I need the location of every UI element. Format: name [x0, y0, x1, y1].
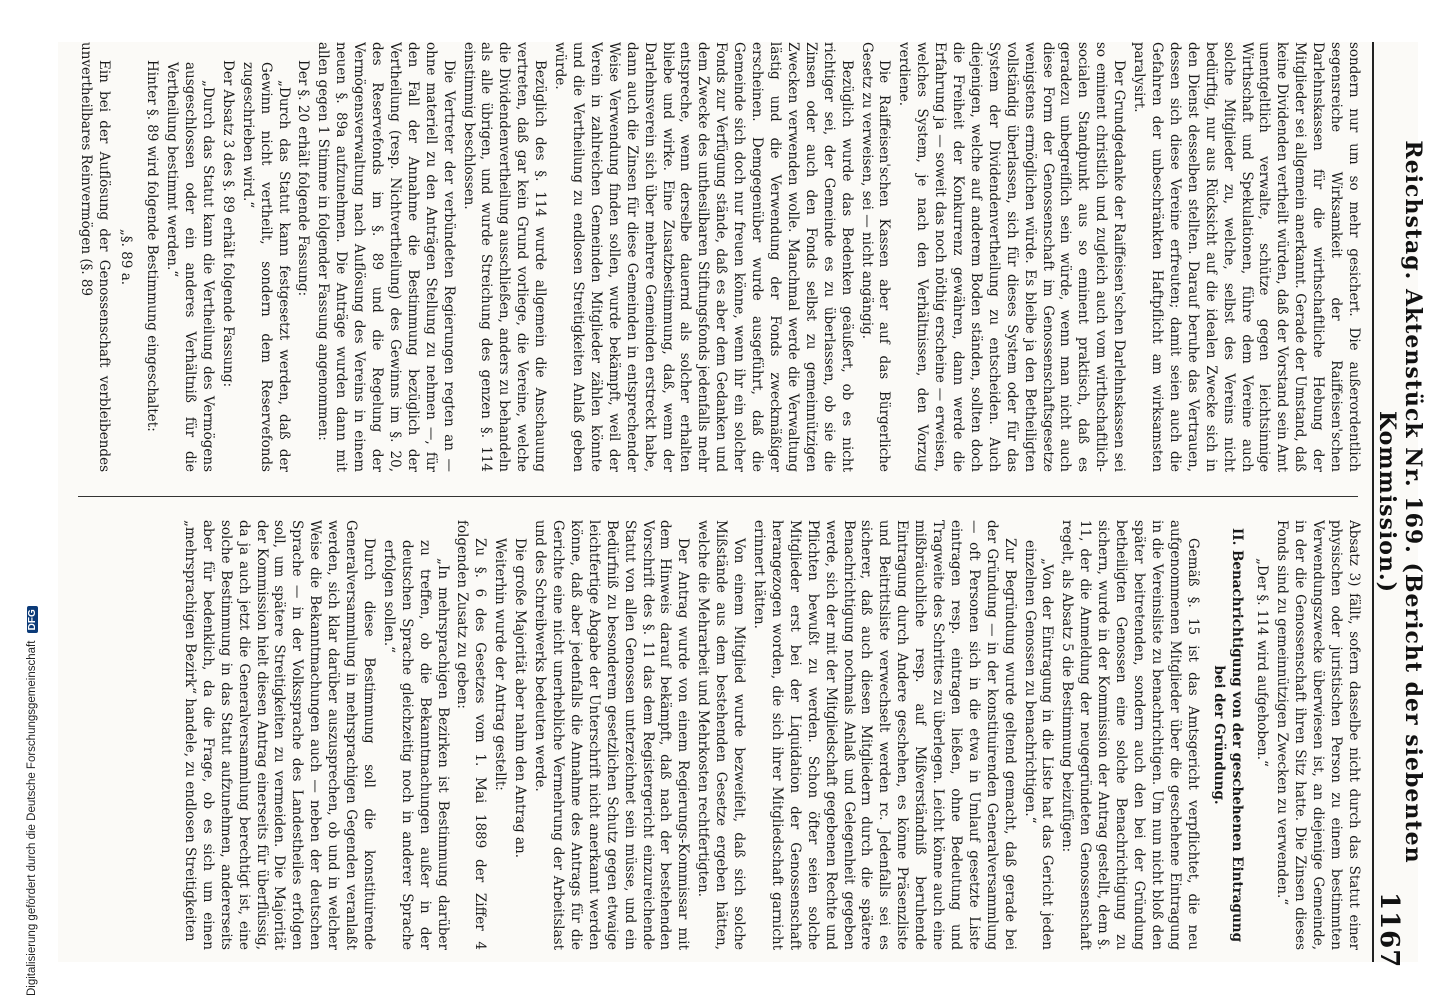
- paragraph: Hinter §. 89 wird folgende Bestimmung eingeschaltet:: [144, 60, 161, 432]
- page-title: Reichstag. Aktenstück Nr. 169. (Bericht der siebenten Kommission.): [1374, 140, 1426, 864]
- section-number: „§. 89 a.: [118, 228, 135, 286]
- paragraph: Die große Majorität aber nahm den Antrag an.: [512, 538, 529, 858]
- paragraph: Der Absatz 3 des §. 89 erhält folgende Fassung:: [219, 60, 236, 388]
- rotated-page-content: [58, 42, 1426, 969]
- page-header: [1372, 42, 1426, 969]
- quoted-provision: „Von der Eintragung in die Liste hat das Gericht jeden einzelnen Genossen zu benachrichtigen.“: [1021, 540, 1056, 950]
- paragraph: Die Vertreter der verbündeten Regierungen regten an — ohne materiell zu den Anträgen Stellung zu nehmen —, für den Fall der Annahme die Bestimmung bezüglich der Vertheilung (resp. Nichtvertheilung) des Gewinns im §. 20, des Reservefonds im §. 89 und die Regelung der Vermögensverwaltung nach Auflösung des Vereins in einem neuen §. 89a aufzunehmen. Die Anträge wurden dann mit allen gegen 1 Stimme in folgender Fassung angenommen:: [315, 42, 457, 472]
- paragraph: Ein bei der Auflösung der Genossenschaft verbleibendes unvertheilbares Reinvermögen (§. 89: [78, 42, 113, 472]
- paragraph: Von einem Mitglied wurde bezweifelt, daß sich solche Mißstände aus dem bestehenden Gesetze ergeben hätten, welche die Mehrarbeit und Mehrkosten rechtfertigten.: [695, 520, 748, 950]
- digitization-footer: [4, 0, 38, 1000]
- document-page: [58, 42, 1426, 969]
- quoted-provision: „In mehrsprachigen Bezirken ist Bestimmung darüber zu treffen, ob die Bekanntmachungen außer in der deutschen Sprache gleichzeitig noch in anderer Sprache erfolgen sollen.“: [380, 540, 451, 950]
- paragraph: Weiterhin wurde der Antrag gestellt:: [492, 538, 509, 791]
- left-column: [72, 42, 1362, 472]
- right-column: [72, 520, 1362, 950]
- section-heading: II. Benachrichtigung von der geschehenen Eintragung bei der Gründung.: [1210, 527, 1245, 943]
- paragraph: Bezüglich wurde das Bedenken geäußert, ob es nicht richtiger sei, der Gemeinde es zu überlassen, ob sie die Zinsen oder auch den Fonds selbst zu gemeinnützigen Zwecken verwenden wolle. Manchmal werde die Verwaltung lästig und die Verwendung der Fonds zweckmäßiger erscheinen. Demgegenüber wurde ausgeführt, daß die Gemeinde sich doch nur freuen könne, wenn ihr ein solcher Fonds zur Verfügung stände, daß es aber dem Gedanken und dem Zwecke des unthesilbaren Stiftungsfonds jedenfalls mehr entspreche, wenn derselbe dauernd als solcher erhalten bliebe und wirke. Eine Zusatzbestimmung, daß, wenn der Darlehnsverein sich über mehrere Gemeinden erstreckt habe, dann auch die Zinsen für diese Gemeinden in entsprechender Weise Verwendung finden sollen, wurde bekämpft, weil der Verein in zahlreichen Gemeinden Mitglieder zählen könnte und die Vertheilung zu endlosen Streitigkeiten Anlaß geben würde.: [552, 42, 855, 472]
- page-number: 1167: [1374, 892, 1404, 969]
- paragraph: Der Antrag wurde von einem Regierungs-Kommissar mit dem Hinweis darauf bekämpft, daß nach der bestehenden Vorschrift des §. 11 das dem Registergericht einzureichende Statut von allen Genossen unterzeichnet sein müsse, und ein Bedürfniß zu besonderem gesetzlichen Schutz gegen etwaige leichtfertige Abgabe der Unterschrift nicht anerkannt werden könne, daß aber jedenfalls die Annahme des Antrags für die Gerichte eine nicht unerhebliche Vermehrung der Arbeitslast und des Schreibwerks bedeuten werde.: [532, 520, 692, 950]
- dfg-logo: DFG: [27, 606, 38, 633]
- paragraph: Die Raiffeisen'schen Kassen aber auf das Bürgerliche Gesetz zu verweisen, sei — nicht angängig.: [858, 42, 893, 472]
- paragraph: Zu §. 6 des Gesetzes vom 1. Mai 1889 der Ziffer 4 folgenden Zusatz zu geben:: [454, 520, 489, 950]
- paragraph: Durch diese Bestimmung soll die konstituirende Generalversammlung in mehrsprachigen Gegenden veranlaßt werden, sich klar darüber auszusprechen, ob und in welcher Weise die Bekanntmachungen auch — neben der deutschen Sprache — in der Volkssprache des Landestheiles erfolgen soll, um spätere Streitigkeiten zu vermeiden. Die Majorität der Kommission hielt diesen Antrag einerseits für überflüssig, da ja auch jetzt die Generalversammlung berechtigt ist, eine solche Bestimmung in das Statut aufzunehmen, andererseits aber für bedenklich, da die Frage, ob es sich um einen „mehrsprachigen Bezirk“ handele, zu endlosen Streitigkeiten: [181, 520, 377, 950]
- quoted-provision: „Durch das Statut kann die Vertheilung des Vermögens ausgeschlossen oder ein anderes Verhältniß für die Vertheilung bestimmt werden.“: [164, 62, 216, 472]
- paragraph: Gemäß §. 15 ist das Amtsgericht verpflichtet, die neu aufgenommenen Mitglieder über die geschehene Eintragung in die Vereinsliste zu benachrichtigen. Um nun nicht bloß den später beitretenden, sondern auch den bei der Gründung betheiligten Genossen eine solche Benachrichtigung zu sichern, wurde in der Kommission der Antrag gestellt, dem §. 11, der die Anmeldung der neugegründeten Genossenschaft regelt, als Absatz 5 die Bestimmung beizufügen:: [1059, 520, 1201, 950]
- quoted-provision: „Der §. 114 wird aufgehoben.“: [1254, 558, 1271, 767]
- column-divider: [78, 496, 1358, 497]
- paragraph: Der §. 20 erhält folgende Fassung:: [295, 60, 312, 297]
- paragraph: Der Grundgedanke der Raiffeisen'schen Darlehnskassen sei so eminent christlich und zugleich auch vom wirthschaftlich-socialen Standpunkt aus so eminent praktisch, daß es geradezu unbegreiflich sein würde, wenn man nicht auch diese Form der Genossenschaft im Genossenschaftsgesetze wenigstens ermöglichen würde. Es bleibe ja den Betheiligten vollständig überlassen, sich für dieses System oder für das System der Dividendenvertheilung zu entscheiden. Auch diejenigen, welche auf anderem Boden ständen, sollten doch die Freiheit der Konkurrenz gewähren, dann werde die Erfahrung ja — soweit das noch nöthig erscheine — erweisen, welches System, je nach den Verhältnissen, den Vorzug verdiene.: [896, 42, 1128, 472]
- quoted-provision: „Durch das Statut kann festgesetzt werden, daß der Gewinn nicht vertheilt, sondern dem Reservefonds zugeschrieben wird.“: [239, 62, 292, 472]
- paragraph: Absatz 3) fällt, sofern dasselbe nicht durch das Statut einer physischen oder juristischen Person zu einem bestimmten Verwendungszwecke überwiesen ist, an diejenige Gemeinde, in der die Genossenschaft ihren Sitz hatte. Die Zinsen dieses Fonds sind zu gemeinnützigen Zwecken zu verwenden.“: [1274, 520, 1362, 950]
- paragraph: Bezüglich des §. 114 wurde allgemein die Anschauung vertreten, daß gar kein Grund vorliege, die Vereine, welche die Dividendenvertheilung ausschließen, anders zu behandeln als alle übrigen, und wurde Streichung des genzen §. 114 einstimmig beschlossen.: [460, 42, 549, 472]
- footer-text: Digitalisierung gefördert durch die Deutsche Forschungsgemeinschaft: [26, 640, 38, 996]
- paragraph: sondern nur um so mehr gesichert. Die außerordentlich segensreiche Wirksamkeit der Raiffeisen'schen Darlehnskassen für die wirthschaftliche Hebung der Mitglieder sei allgemein anerkannt. Gerade der Umstand, daß keine Dividenden vertheilt würden, daß der Vorstand sein Amt unentgeltlich verwalte, schütze gegen leichtsinnige Wirthschaft und Spekulationen, führe dem Vereine auch solche Mitglieder zu, welche, selbst des Vereins nicht bedürftig, nur aus Rücksicht auf die idealen Zwecke sich in den Dienst desselben stellten. Darauf beruhe das Vertrauen, dessen sich diese Vereine erfreuten; damit seien auch die Gefahren der unbeschränkten Haftpflicht am wirksamsten paralysirt.: [1131, 42, 1362, 472]
- paragraph: Zur Begründung wurde geltend gemacht, daß gerade bei der Gründung — in der konstituirenden Generalversammlung — oft Personen sich in die etwa in Umlauf gesetzte Liste eintragen resp. eintragen ließen, ohne Bedeutung und Tragweite des Schrittes zu überlegen. Leicht könne auch eine mißbräuchliche resp. auf Mißverständniß beruhende Eintragung durch Andere geschehen, es könne Präsenzliste und Beitrittsliste verwechselt werden rc. Jedenfalls sei es sicherer, daß auch diesen Mitgliedern durch die spätere Benachrichtigung nochmals Anlaß und Gelegenheit gegeben werde, sich der mit der Mitgliedschaft gegebenen Rechte und Pflichten bewußt zu werden. Schon öfter seien solche Mitglieder erst bei der Liquidation der Genossenschaft herangezogen worden, die sich ihrer Mitgliedschaft garnicht erinnert hätten.: [751, 520, 1018, 950]
